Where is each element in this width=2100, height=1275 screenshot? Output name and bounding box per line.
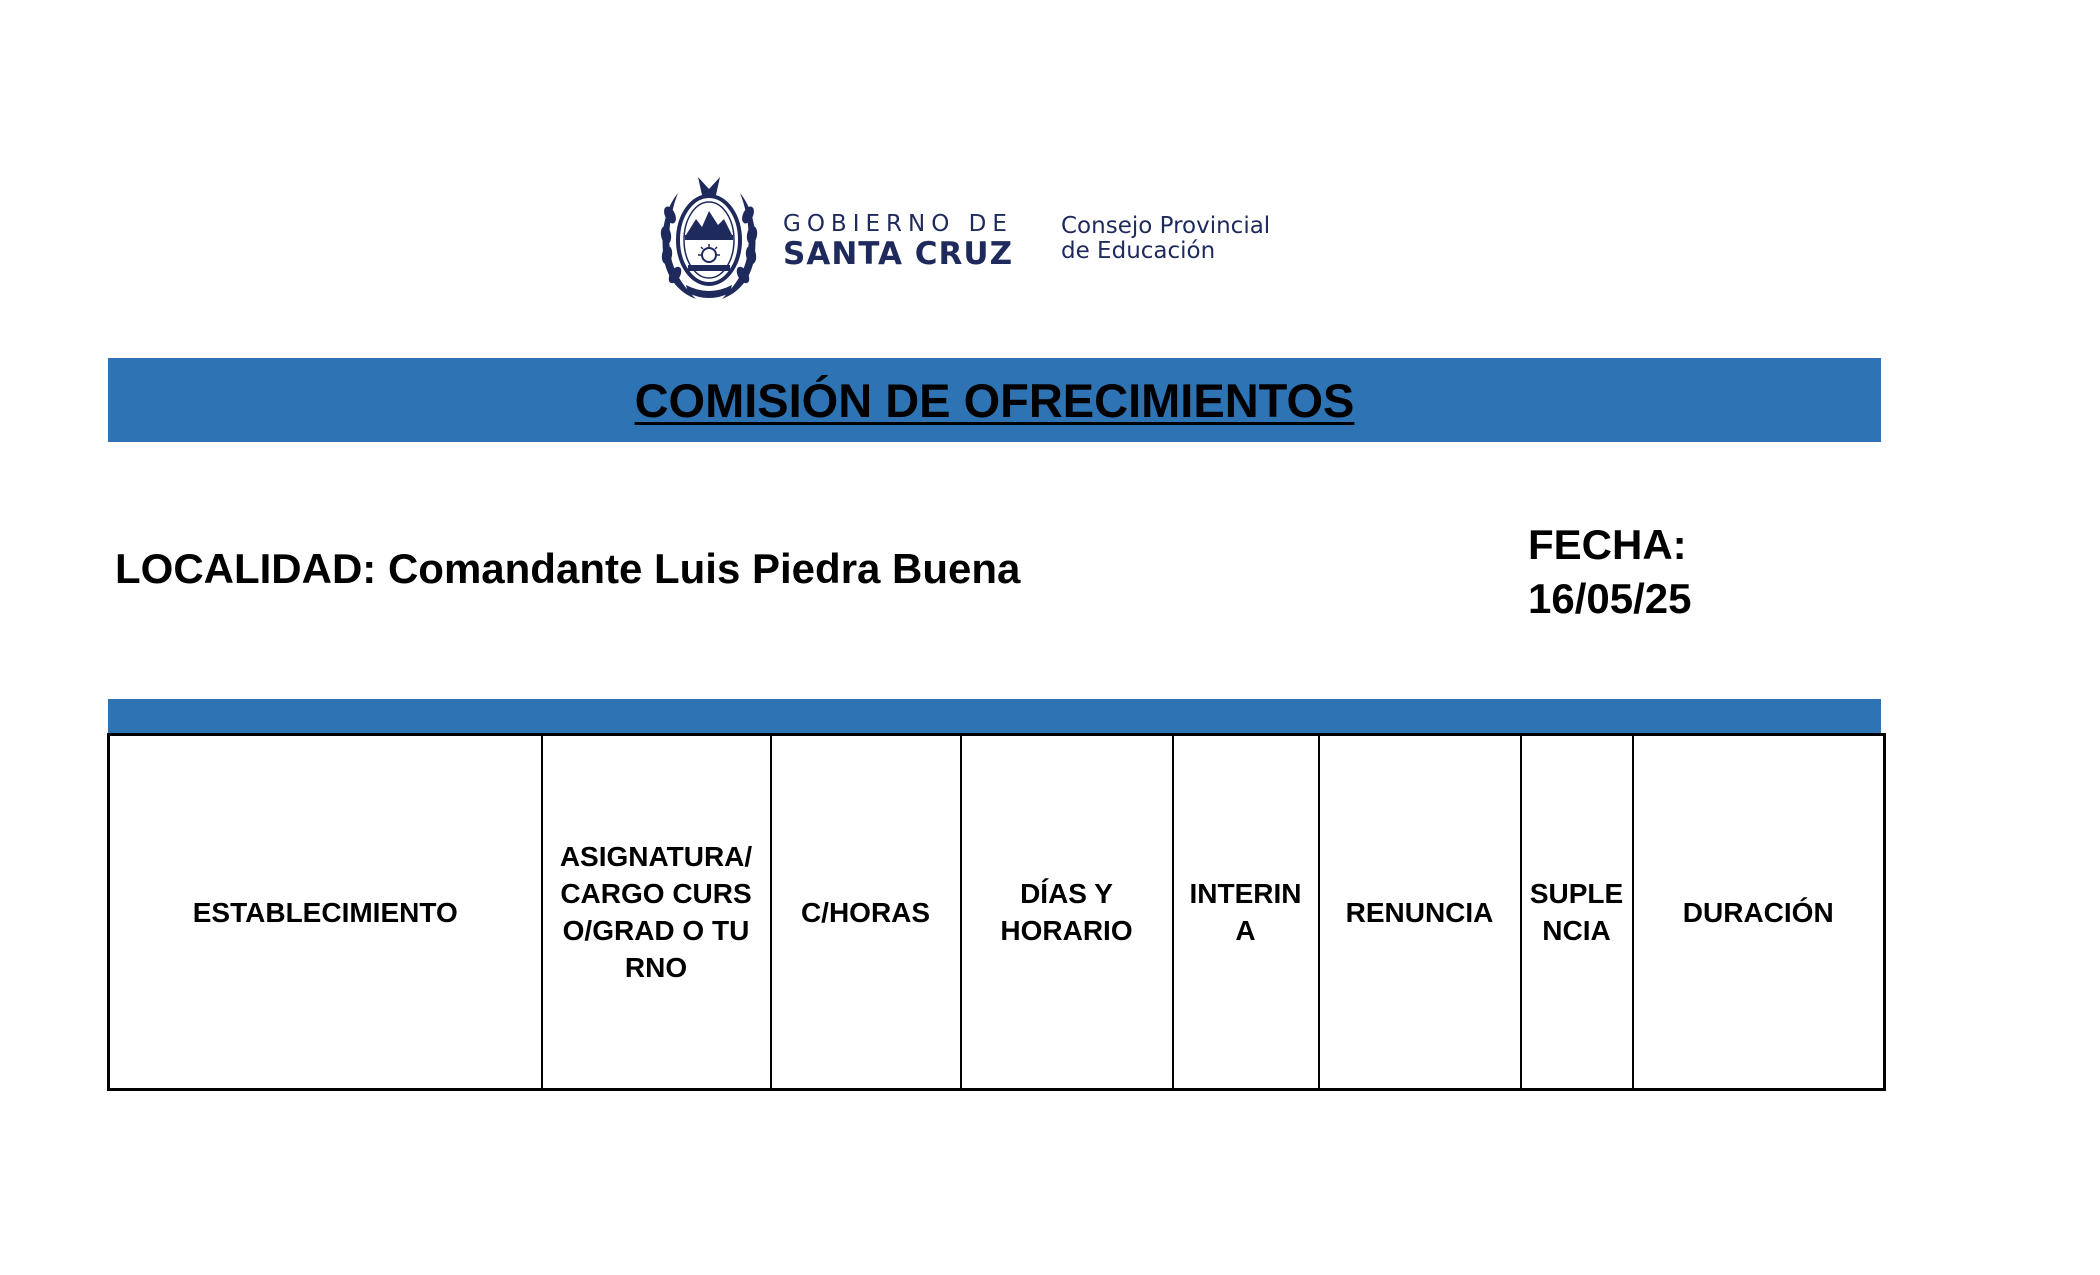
column-header-c-horas: C/HORAS <box>771 735 961 1090</box>
page-title: COMISIÓN DE OFRECIMIENTOS <box>634 373 1355 427</box>
coat-of-arms-icon <box>658 175 760 305</box>
council-line1: Consejo Provincial <box>1061 213 1271 239</box>
column-header-duracion: DURACIÓN <box>1633 735 1885 1090</box>
column-header-interina: INTERIN A <box>1173 735 1319 1090</box>
column-header-asignatura: ASIGNATURA/ CARGO CURSO/GRAD O TURNO <box>542 735 771 1090</box>
title-banner <box>108 358 1881 442</box>
government-line1: GOBIERNO DE <box>783 211 1013 237</box>
localidad-text: LOCALIDAD: Comandante Luis Piedra Buena <box>115 545 1021 592</box>
council-line2: de Educación <box>1061 238 1216 264</box>
government-line2: SANTA CRUZ <box>783 236 1014 272</box>
column-header-suplencia: SUPLE NCIA <box>1521 735 1633 1090</box>
fecha-block <box>1528 518 1692 626</box>
table-header-bar <box>108 699 1881 734</box>
government-wordmark <box>783 211 1013 271</box>
header-logo <box>658 175 1298 305</box>
table-header-row <box>109 735 1885 1090</box>
fecha-value: 16/05/25 <box>1528 575 1692 622</box>
column-header-establecimiento: ESTABLECIMIENTO <box>109 735 542 1090</box>
offers-table <box>107 733 1886 1091</box>
fecha-label: FECHA: <box>1528 521 1687 568</box>
council-wordmark <box>1061 214 1270 264</box>
column-header-dias-horario: DÍAS Y HORARIO <box>961 735 1173 1090</box>
column-header-renuncia: RENUNCIA <box>1319 735 1521 1090</box>
